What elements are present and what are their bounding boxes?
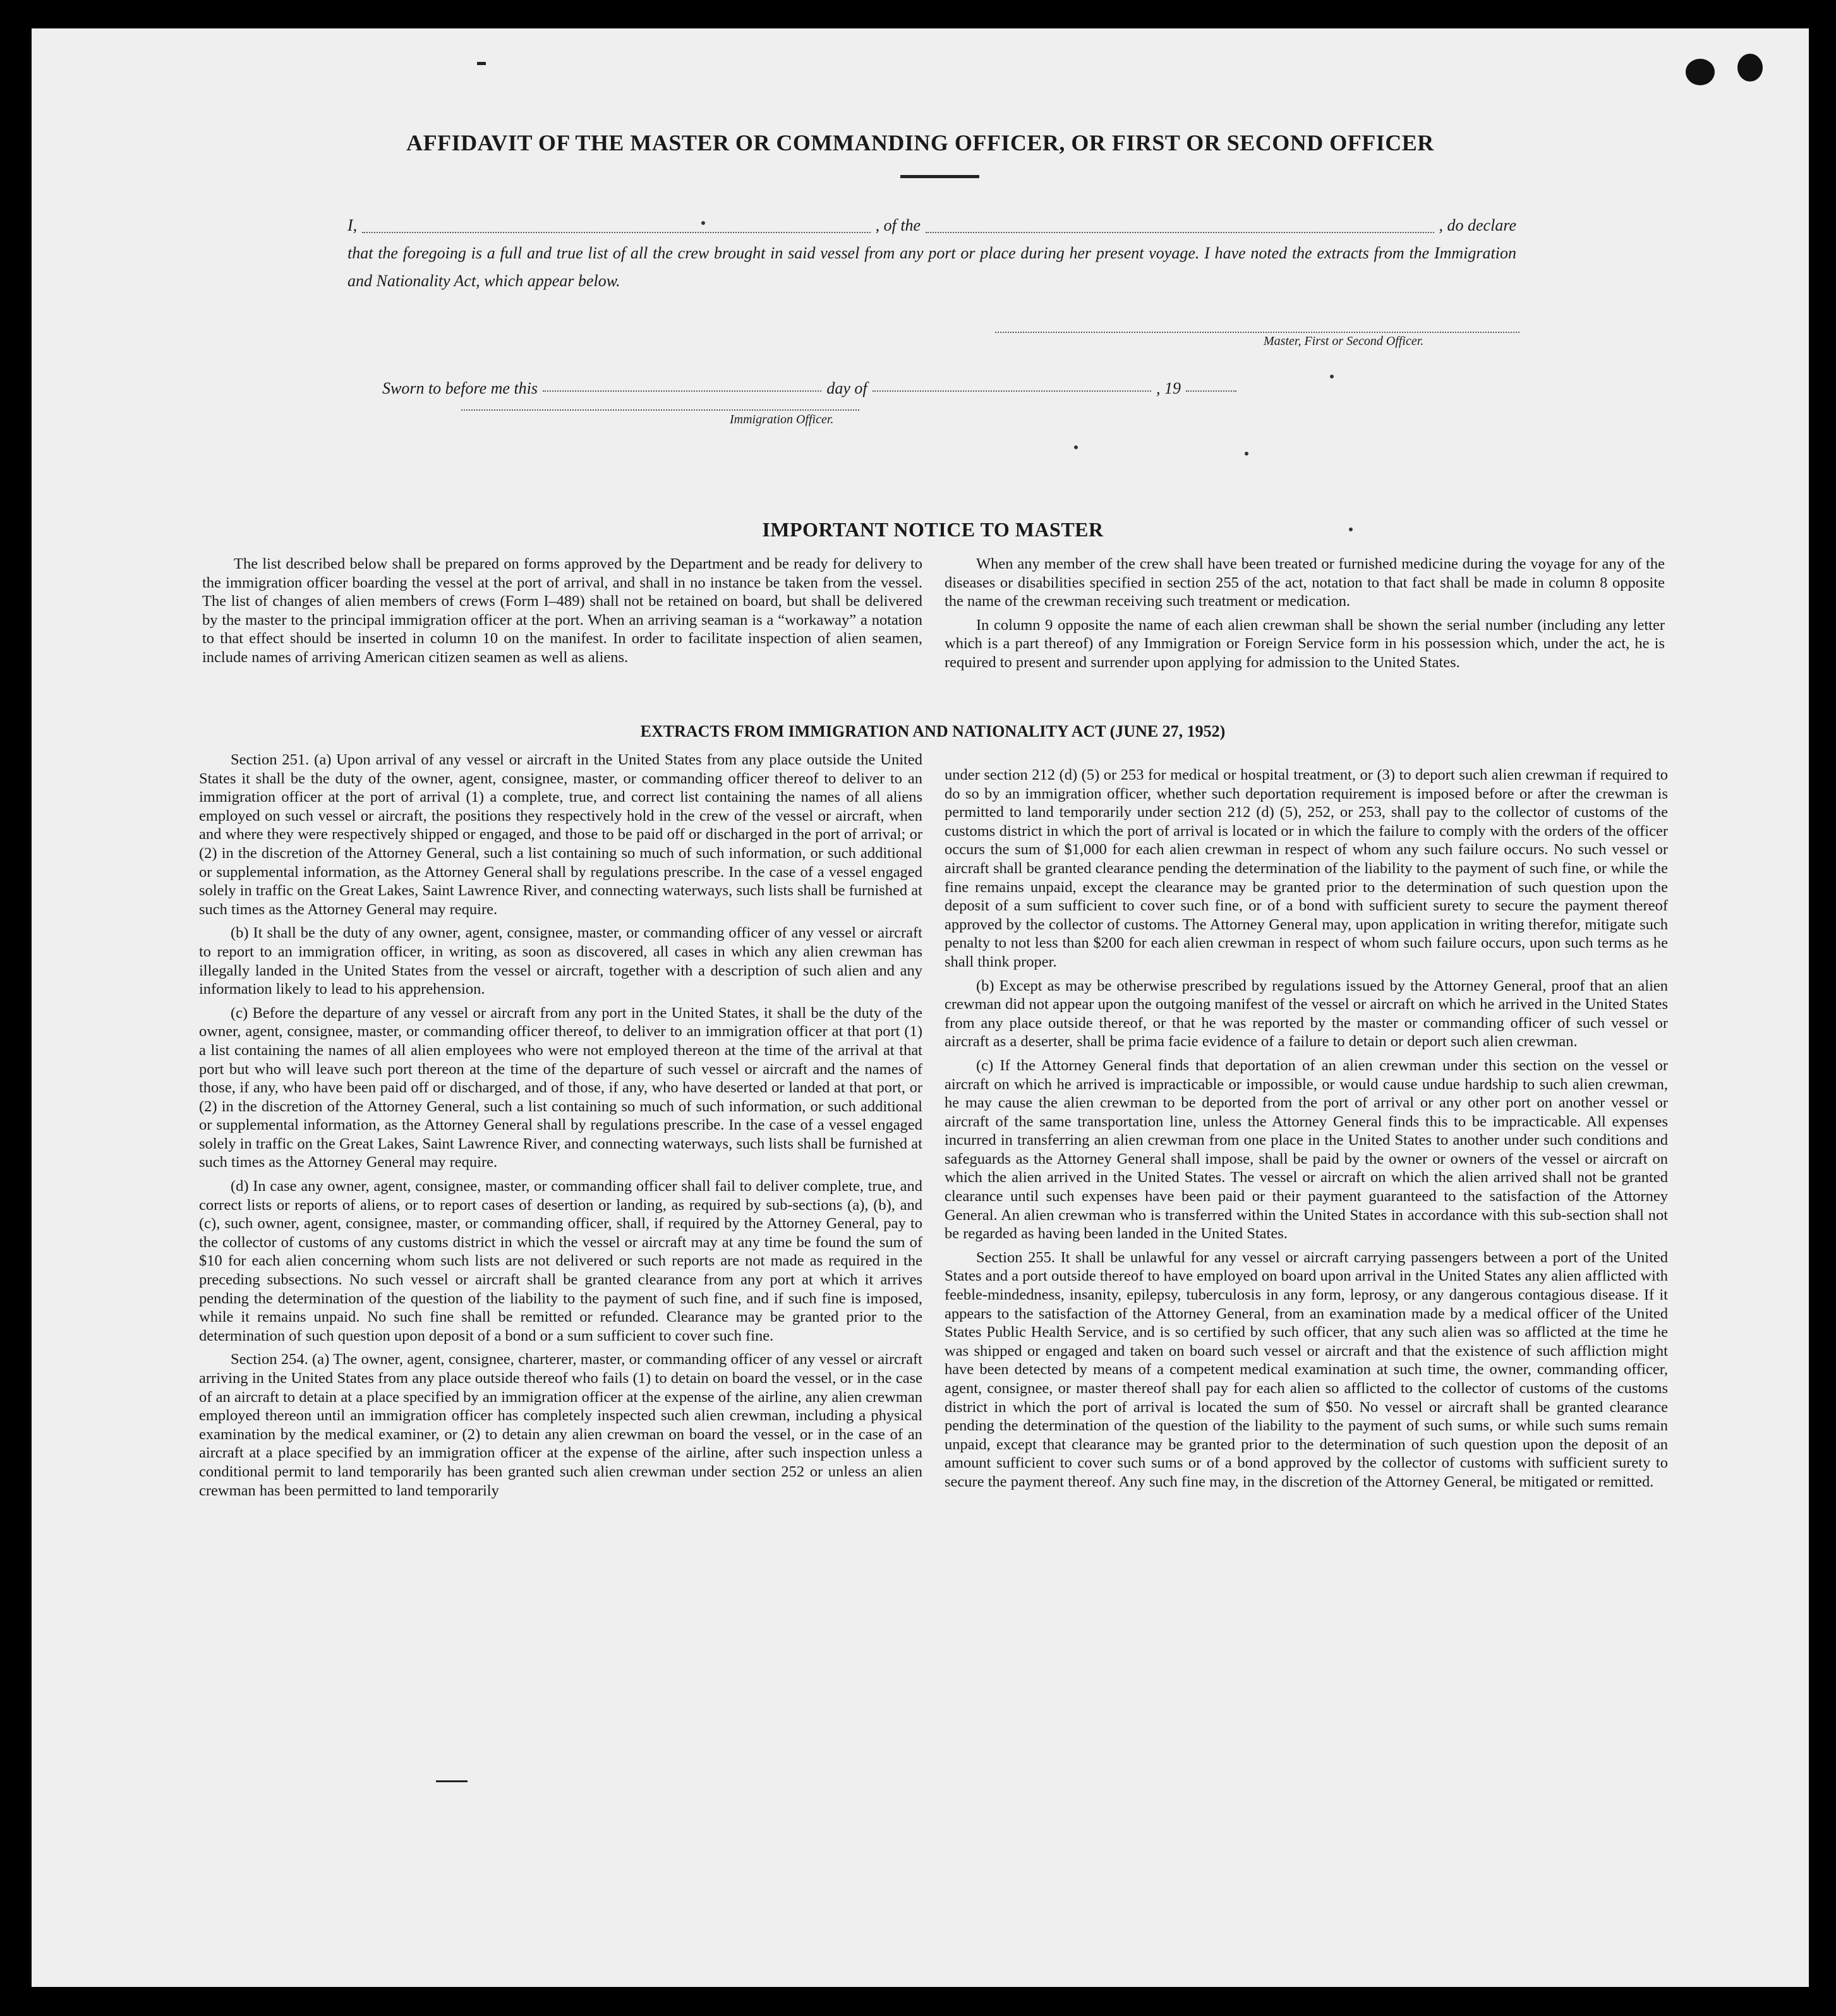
notice-right-column — [945, 555, 1665, 677]
speck — [1330, 375, 1334, 378]
speck — [1349, 528, 1353, 531]
declaration-do-declare: , do declare — [1439, 216, 1517, 234]
notice-left-column — [202, 555, 922, 672]
extract-paragraph: (c) If the Attorney General finds that deportation of an alien crewman under this section on the vessel or aircraft on which he arrived is impracticable or impossible, or would cause undue hardship to such alien crewman, he may cause the alien crewman to be deported from the port of arrival or any other port on another vessel or aircraft of the same transportation line, unless the Attorney General finds this to be impracticable. All expenses incurred in transferring an alien crewman from one place in the United States to another under such conditions and safeguards as the Attorney General shall impose, shall be paid by the owner or owners of the vessel or aircraft on which the alien arrived in the United States. The vessel or aircraft on which the alien arrived shall not be granted clearance until such expenses have been paid or their payment guaranteed to the satisfaction of the Attorney General. An alien crewman who is transferred within the United States in accordance with this sub-section shall not be regarded as having been landed in the United States. — [945, 1056, 1668, 1243]
extract-paragraph: (b) It shall be the duty of any owner, agent, consignee, master, or commanding officer of any vessel or aircraft to report to an immigration officer, in writing, as soon as discovered, all cases in which any alien crewman has illegally landed in the United States from the vessel or aircraft, together with a description of such alien and any information likely to lead to his apprehension. — [199, 924, 922, 998]
affidavit-heading: AFFIDAVIT OF THE MASTER OR COMMANDING OFFICER, OR FIRST OR SECOND OFFICER — [406, 130, 1434, 155]
extract-paragraph: (d) In case any owner, agent, consignee, master, or commanding officer shall fail to deliver complete, true, and correct lists or reports of aliens, or to report cases of desertion or landing, as required by sub-sections (a), (b), and (c), such owner, agent, consignee, master, or commanding officer, shall, if required by the Attorney General, pay to the collector of customs of any customs district in which the vessel or aircraft may at any time be found the sum of $10 for each alien concerning whom such lists are not delivered or such reports are not made as required in the preceding subsections. No such vessel or aircraft shall be granted clearance from any port at which it arrives pending the determination of the question of the liability to the payment of such fine, and if such fine is imposed, while it remains unpaid. No such fine shall be remitted or refunded. Clearance may be granted prior to the determination of such question upon deposit of a bond or a sum sufficient to cover such fine. — [199, 1178, 922, 1344]
sworn-line — [382, 379, 1241, 398]
extracts-right-column — [945, 766, 1668, 1497]
master-signature-label: Master, First or Second Officer. — [1264, 334, 1424, 348]
notice-paragraph: When any member of the crew shall have been treated or furnished medicine during the voyage for any of the diseases or disabilities specified in section 255 of the act, notation to that fact shall be made in column 8 opposite the name of the crewman receiving such treatment or medication. — [945, 555, 1665, 610]
sworn-day-of: day of — [826, 379, 867, 397]
speck — [1074, 445, 1078, 449]
sworn-year: , 19 — [1156, 379, 1181, 397]
scan-mark — [477, 62, 486, 65]
speck — [1245, 452, 1248, 456]
declaration-of-the: , of the — [875, 216, 921, 234]
ink-blot — [1737, 54, 1763, 81]
declaration-i: I, — [347, 216, 358, 234]
extracts-left-column — [199, 751, 922, 1505]
sworn-text: Sworn to before me this — [382, 379, 538, 397]
sworn-month-field[interactable] — [873, 390, 1151, 392]
speck — [701, 221, 705, 225]
ink-blot — [1686, 59, 1715, 85]
extract-paragraph: Section 254. (a) The owner, agent, consignee, charterer, master, or commanding officer of any vessel or aircraft arriving in the United States from any place outside thereof who fails (1) to detain on board the vessel, or in the case of an aircraft to detain at a place specified by an immigration officer at the expense of the airline, any alien crewman employed thereon until an immigration officer has completely inspected such alien crewman, including a physical examination by the medical examiner, or (2) to detain any alien crewman on board the vessel, or in the case of an aircraft at a place specified by an immigration officer at the expense of the airline, after such inspection unless a conditional permit to land temporarily has been granted such alien crewman under section 252 or unless an alien crewman has been permitted to land temporarily — [199, 1351, 922, 1499]
declaration — [347, 212, 1516, 295]
heading-rule — [900, 175, 979, 178]
form-page — [32, 28, 1809, 1987]
declaration-line — [347, 212, 1516, 239]
extract-paragraph: (c) Before the departure of any vessel or aircraft from any port in the United States, it shall be the duty of the owner, agent, consignee, master, or commanding officer thereof, to deliver to an immigration officer at that port (1) a list containing the names of all alien employees who were not employed thereon at the time of the arrival at that port but who will leave such port thereon at the time of the departure of such vessel or aircraft and the names of those, if any, who have been paid off or discharged, and of those, if any, who have deserted or landed at that port, or (2) in the discretion of the Attorney General, such a list containing so much of such information, or such additional or supplemental information, as the Attorney General shall by regulations prescribe. In the case of a vessel engaged solely in traffic on the Great Lakes, Saint Lawrence River, and connecting waterways, such lists shall be furnished at such times as the Attorney General may require. — [199, 1004, 922, 1171]
notice-paragraph: The list described below shall be prepared on forms approved by the Department and be ready for delivery to the immigration officer boarding the vessel at the port of arrival, and shall in no instance be taken from the vessel. The list of changes of alien members of crews (Form I–489) shall not be retained on board, but shall be delivered by the master to the principal immigration officer at the port. When an arriving seaman is a “workaway” a notation to that effect should be inserted in column 10 on the manifest. In order to facilitate inspection of alien seamen, include names of arriving American citizen seamen as well as aliens. — [202, 555, 922, 666]
declaration-body: that the foregoing is a full and true list of all the crew brought in said vessel from any port or place during her present voyage. I have noted the extracts from the Immigration and Nationality Act, which appear below. — [347, 244, 1516, 290]
extract-paragraph: (b) Except as may be otherwise prescribed by regulations issued by the Attorney General, proof that an alien crewman did not appear upon the outgoing manifest of the vessel or aircraft on which he arrived in the United States from any place outside thereof, or that he was reported by the master or commanding officer of such vessel or aircraft as a deserter, shall be prima facie evidence of a failure to detain or deport such alien crewman. — [945, 977, 1668, 1051]
sworn-day-field[interactable] — [543, 390, 821, 392]
scan-mark — [436, 1780, 468, 1782]
immigration-signature-label: Immigration Officer. — [730, 413, 834, 426]
vessel-field[interactable] — [926, 232, 1434, 233]
name-field[interactable] — [362, 232, 870, 233]
extract-paragraph: Section 251. (a) Upon arrival of any vessel or aircraft in the United States from any place outside the United States it shall be the duty of the owner, agent, consignee, master, or commanding officer thereof to deliver to an immigration officer at the port of arrival (1) a complete, true, and correct list containing the names of all aliens employed on such vessel or aircraft, the positions they respectively hold in the crew of the vessel or aircraft, when and where they were respectively shipped or engaged, and those to be paid off or discharged in the port of arrival; or (2) in the discretion of the Attorney General, such a list containing so much of such information, or such additional or supplemental information, as the Attorney General shall by regulations prescribe. In the case of a vessel engaged solely in traffic on the Great Lakes, Saint Lawrence River, and connecting waterways, such lists shall be furnished at such times as the Attorney General may require. — [199, 751, 922, 918]
extract-paragraph: under section 212 (d) (5) or 253 for medical or hospital treatment, or (3) to deport such alien crewman if required to do so by an immigration officer, whether such deportation requirement is imposed before or after the crewman is permitted to land temporarily under section 212 (d) (5), 252, or 253, shall pay to the collector of customs of the customs district in which the port of arrival is located or in which the failure to comply with the orders of the officer occurs the sum of $1,000 for each alien crewman in respect of whom any such failure occurs. No such vessel or aircraft shall be granted clearance pending the determination of the liability to the payment of such fine, or while the fine remains unpaid, except the clearance may be granted prior to the determination of such question upon the deposit of a sum sufficient to cover such fine, or of a bond with sufficient surety to secure the payment thereof approved by the collector of customs. The Attorney General may, upon application in writing therefor, mitigate such penalty to not less than $200 for each alien crewman in respect of whom such failure occurs, upon such terms as he shall think proper. — [945, 766, 1668, 970]
extract-paragraph: Section 255. It shall be unlawful for any vessel or aircraft carrying passengers between a port of the United States and a port outside thereof to have employed on board upon arrival in the United States any alien afflicted with feeble-mindedness, insanity, epilepsy, tuberculosis in any form, leprosy, or any dangerous contagious disease. If it appears to the satisfaction of the Attorney General, from an examination made by a medical officer of the United States Public Health Service, and is so certified by such officer, that any such alien was so afflicted at the time he was shipped or engaged and taken on board such vessel or aircraft and that the existence of such affliction might have been detected by means of a competent medical examination at such time, the owner, commanding officer, agent, consignee, or master thereof shall pay for each alien so afflicted to the collector of customs of the customs district in which the port of arrival is located the sum of $50. No vessel or aircraft shall be granted clearance pending the determination of the question of the liability to the payment of such sums, or while such sums remain unpaid, except that clearance may be granted prior to the determination of such question upon the deposit of an amount sufficient to cover such sums or of a bond approved by the collector of customs with sufficient surety to secure the payment thereof. Any such fine may, in the discretion of the Attorney General, be mitigated or remitted. — [945, 1248, 1668, 1490]
notice-title: IMPORTANT NOTICE TO MASTER — [762, 518, 1104, 541]
master-signature-line[interactable] — [995, 332, 1519, 333]
notice-paragraph: In column 9 opposite the name of each alien crewman shall be shown the serial number (including any letter which is a part thereof) of any Immigration or Foreign Service form in his possession which, under the act, he is required to present and surrender upon applying for admission to the United States. — [945, 616, 1665, 671]
sworn-year-field[interactable] — [1186, 390, 1236, 392]
extracts-title: EXTRACTS FROM IMMIGRATION AND NATIONALITY ACT (JUNE 27, 1952) — [640, 722, 1226, 740]
immigration-signature-line[interactable] — [461, 409, 859, 411]
